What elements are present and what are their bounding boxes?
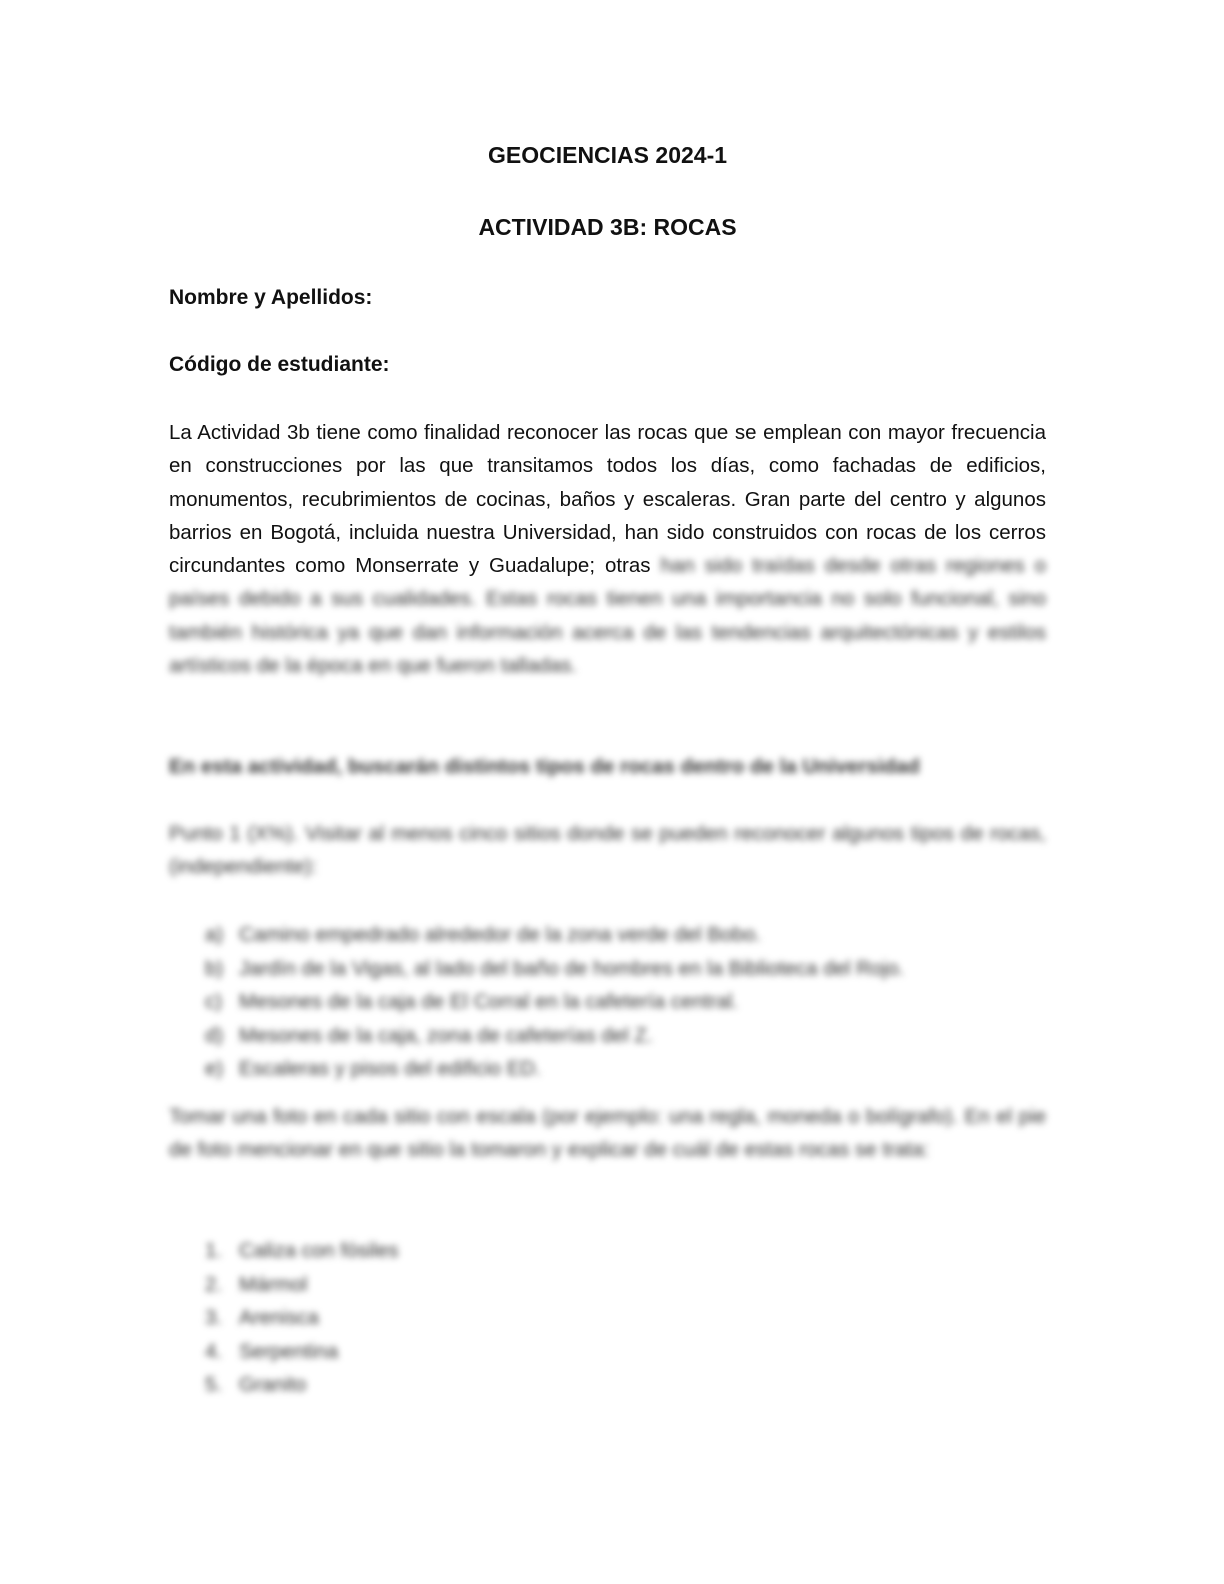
list-text: Mesones de la caja de El Corral en la cafetería central. [239,990,739,1014]
list-marker: 1. [205,1239,223,1262]
list-item [205,1368,399,1402]
student-code-label: Código de estudiante: [169,353,390,376]
list-item [205,985,904,1019]
list-text: Mesones de la caja, zona de cafeterías del Z. [239,1023,653,1047]
list-text: Caliza con fósiles [239,1239,399,1262]
list-marker: b) [205,956,224,980]
point-1: Punto 1 (X%). Visitar al menos cinco sitios donde se pueden reconocer algunos tipos de rocas, (independiente): [169,822,1046,879]
intro-paragraph [169,416,1046,682]
list-item [205,1268,399,1302]
list-text: Mármol [239,1272,308,1296]
course-title: GEOCIENCIAS 2024-1 [487,142,728,168]
list-item [205,952,904,986]
list-text: Escaleras y pisos del edificio ED. [239,1057,541,1081]
activity-instruction: En esta actividad, buscarán distintos tipos de rocas dentro de la Universidad [169,755,920,778]
list-marker: 3. [205,1306,223,1330]
list-marker: a) [205,923,224,946]
list-marker: e) [205,1057,224,1081]
rocks-list [205,1234,399,1402]
list-marker: 2. [205,1272,223,1296]
intro-blurred-text: han sido traídas desde otras regiones o países debido a sus cualidades. Estas rocas tienen una importancia no solo funcional, sino también histórica ya que dan información acerca de las tendencias arquitectónicas y estilos artísticos de la época en que fueron talladas. [169,554,1046,678]
list-text: Arenisca [239,1306,319,1330]
list-text: Jardín de la Vigas, al lado del baño de hombres en la Biblioteca del Rojo. [239,956,905,980]
list-text: Camino empedrado alrededor de la zona verde del Bobo. [239,923,761,946]
list-text: Granito [239,1373,307,1397]
list-item [205,1052,904,1086]
intro-visible-text: La Actividad 3b tiene como finalidad reconocer las rocas que se emplean con mayor frecuencia en construcciones por las que transitamos todos los días, como fachadas de edificios, monumentos, recubrimientos de cocinas, baños y escaleras. Gran parte del centro y algunos barrios en Bogotá, incluida nuestra Universidad, han sido construidos con rocas de los cerros circundantes como Monserrate y Guadalupe; otras [169,421,1046,578]
list-marker: d) [205,1023,224,1047]
list-item [205,918,904,952]
list-item [205,1335,399,1369]
list-marker: c) [205,990,223,1014]
sites-list [205,918,904,1086]
name-label: Nombre y Apellidos: [169,286,373,309]
list-item [205,1019,904,1053]
list-text: Serpentina [239,1339,339,1363]
list-item [205,1301,399,1335]
activity-title: ACTIVIDAD 3B: ROCAS [478,214,737,240]
list-item [205,1234,399,1268]
list-marker: 4. [205,1339,223,1363]
photo-instruction: Tomar una foto en cada sitio con escala (por ejemplo: una regla, moneda o bolígrafo). En el pie de foto mencionar en que sitio la tomaron y explicar de cuál de estas rocas se trata: [169,1105,1046,1162]
list-marker: 5. [205,1373,223,1397]
